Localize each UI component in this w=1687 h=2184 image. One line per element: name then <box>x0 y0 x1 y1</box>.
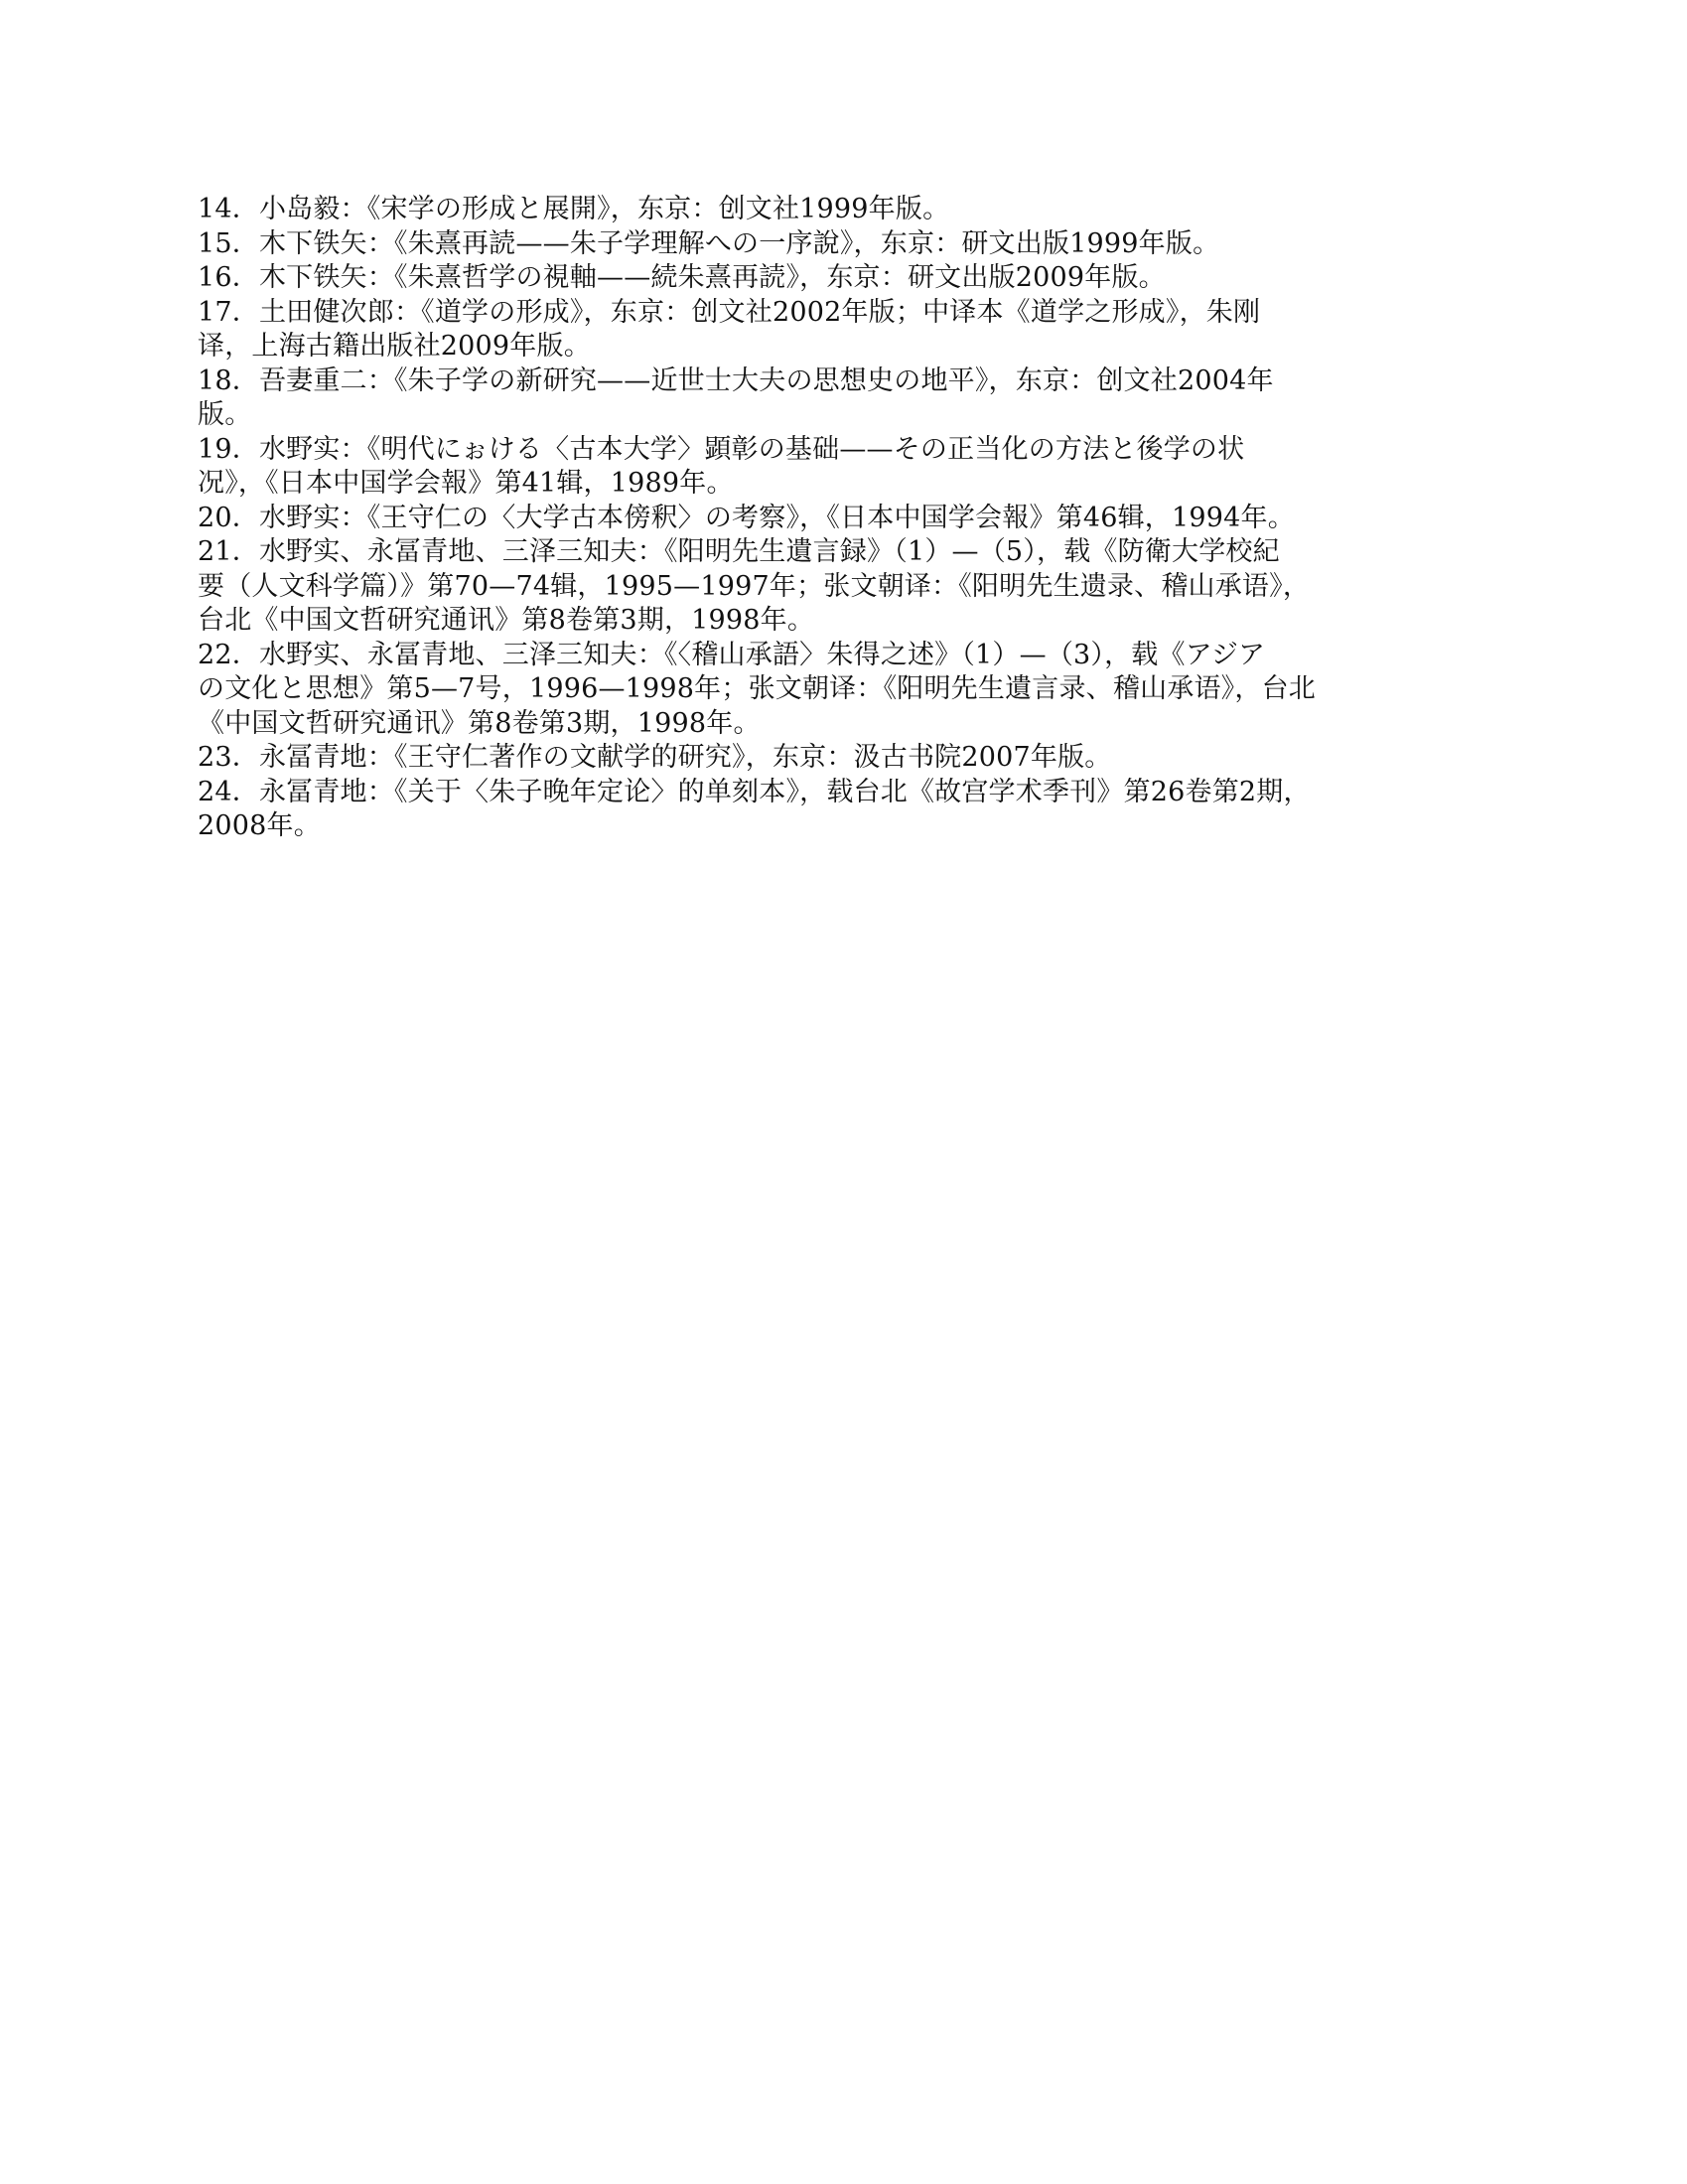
reference-line-14: 14．小岛毅：《宋学の形成と展開》，东京：创文社1999年版。 <box>198 194 950 224</box>
reference-line-21c: 台北《中国文哲研究通讯》第8卷第3期，1998年。 <box>198 605 815 636</box>
reference-line-24a: 24．永冨青地：《关于〈朱子晚年定论〉的单刻本》，载台北《故宫学术季刊》第26卷第2期， <box>198 776 1311 807</box>
reference-line-22b: の文化と思想》第5—7号，1996—1998年；张文朝译：《阳明先生遺言录、稽山承语》，台北 <box>198 673 1316 704</box>
reference-line-21a: 21．水野实、永冨青地、三泽三知夫：《阳明先生遺言録》（1）—（5），载《防衛大学校紀 <box>198 536 1280 567</box>
reference-line-22c: 《中国文哲研究通讯》第8卷第3期，1998年。 <box>198 707 761 739</box>
reference-line-23: 23．永冨青地：《王守仁著作の文献学的研究》，东京：汲古书院2007年版。 <box>198 742 1112 773</box>
reference-line-18a: 18．吾妻重二：《朱子学の新研究——近世士大夫の思想史の地平》，东京：创文社2004年 <box>198 364 1274 396</box>
reference-line-17a: 17．土田健次郎：《道学の形成》，东京：创文社2002年版；中译本《道学之形成》，朱刚 <box>198 296 1261 328</box>
reference-line-16: 16．木下铁矢：《朱熹哲学の視軸——続朱熹再読》，东京：研文出版2009年版。 <box>198 262 1166 293</box>
reference-line-17b: 译，上海古籍出版社2009年版。 <box>198 331 591 362</box>
reference-line-15: 15．木下铁矢：《朱熹再読——朱子学理解への一序說》，东京：研文出版1999年版。 <box>198 227 1220 259</box>
reference-line-18b: 版。 <box>198 399 252 430</box>
reference-line-19a: 19．水野实：《明代にぉける〈古本大学〉顕彰の基础——その正当化の方法と後学の状 <box>198 433 1245 465</box>
reference-line-21b: 要（人文科学篇）》第70—74辑，1995—1997年；张文朝译：《阳明先生遗录、稽山承语》， <box>198 570 1311 602</box>
reference-line-20: 20．水野实：《王守仁の〈大学古本傍釈〉の考察》，《日本中国学会報》第46辑，1994年。 <box>198 502 1295 533</box>
reference-line-22a: 22．水野实、永冨青地、三泽三知夫：《〈稽山承語〉朱得之述》（1）—（3），载《アジア <box>198 639 1266 670</box>
reference-list <box>198 193 1488 844</box>
reference-line-19b: 况》，《日本中国学会報》第41辑，1989年。 <box>198 468 734 499</box>
reference-line-24b: 2008年。 <box>198 810 321 841</box>
